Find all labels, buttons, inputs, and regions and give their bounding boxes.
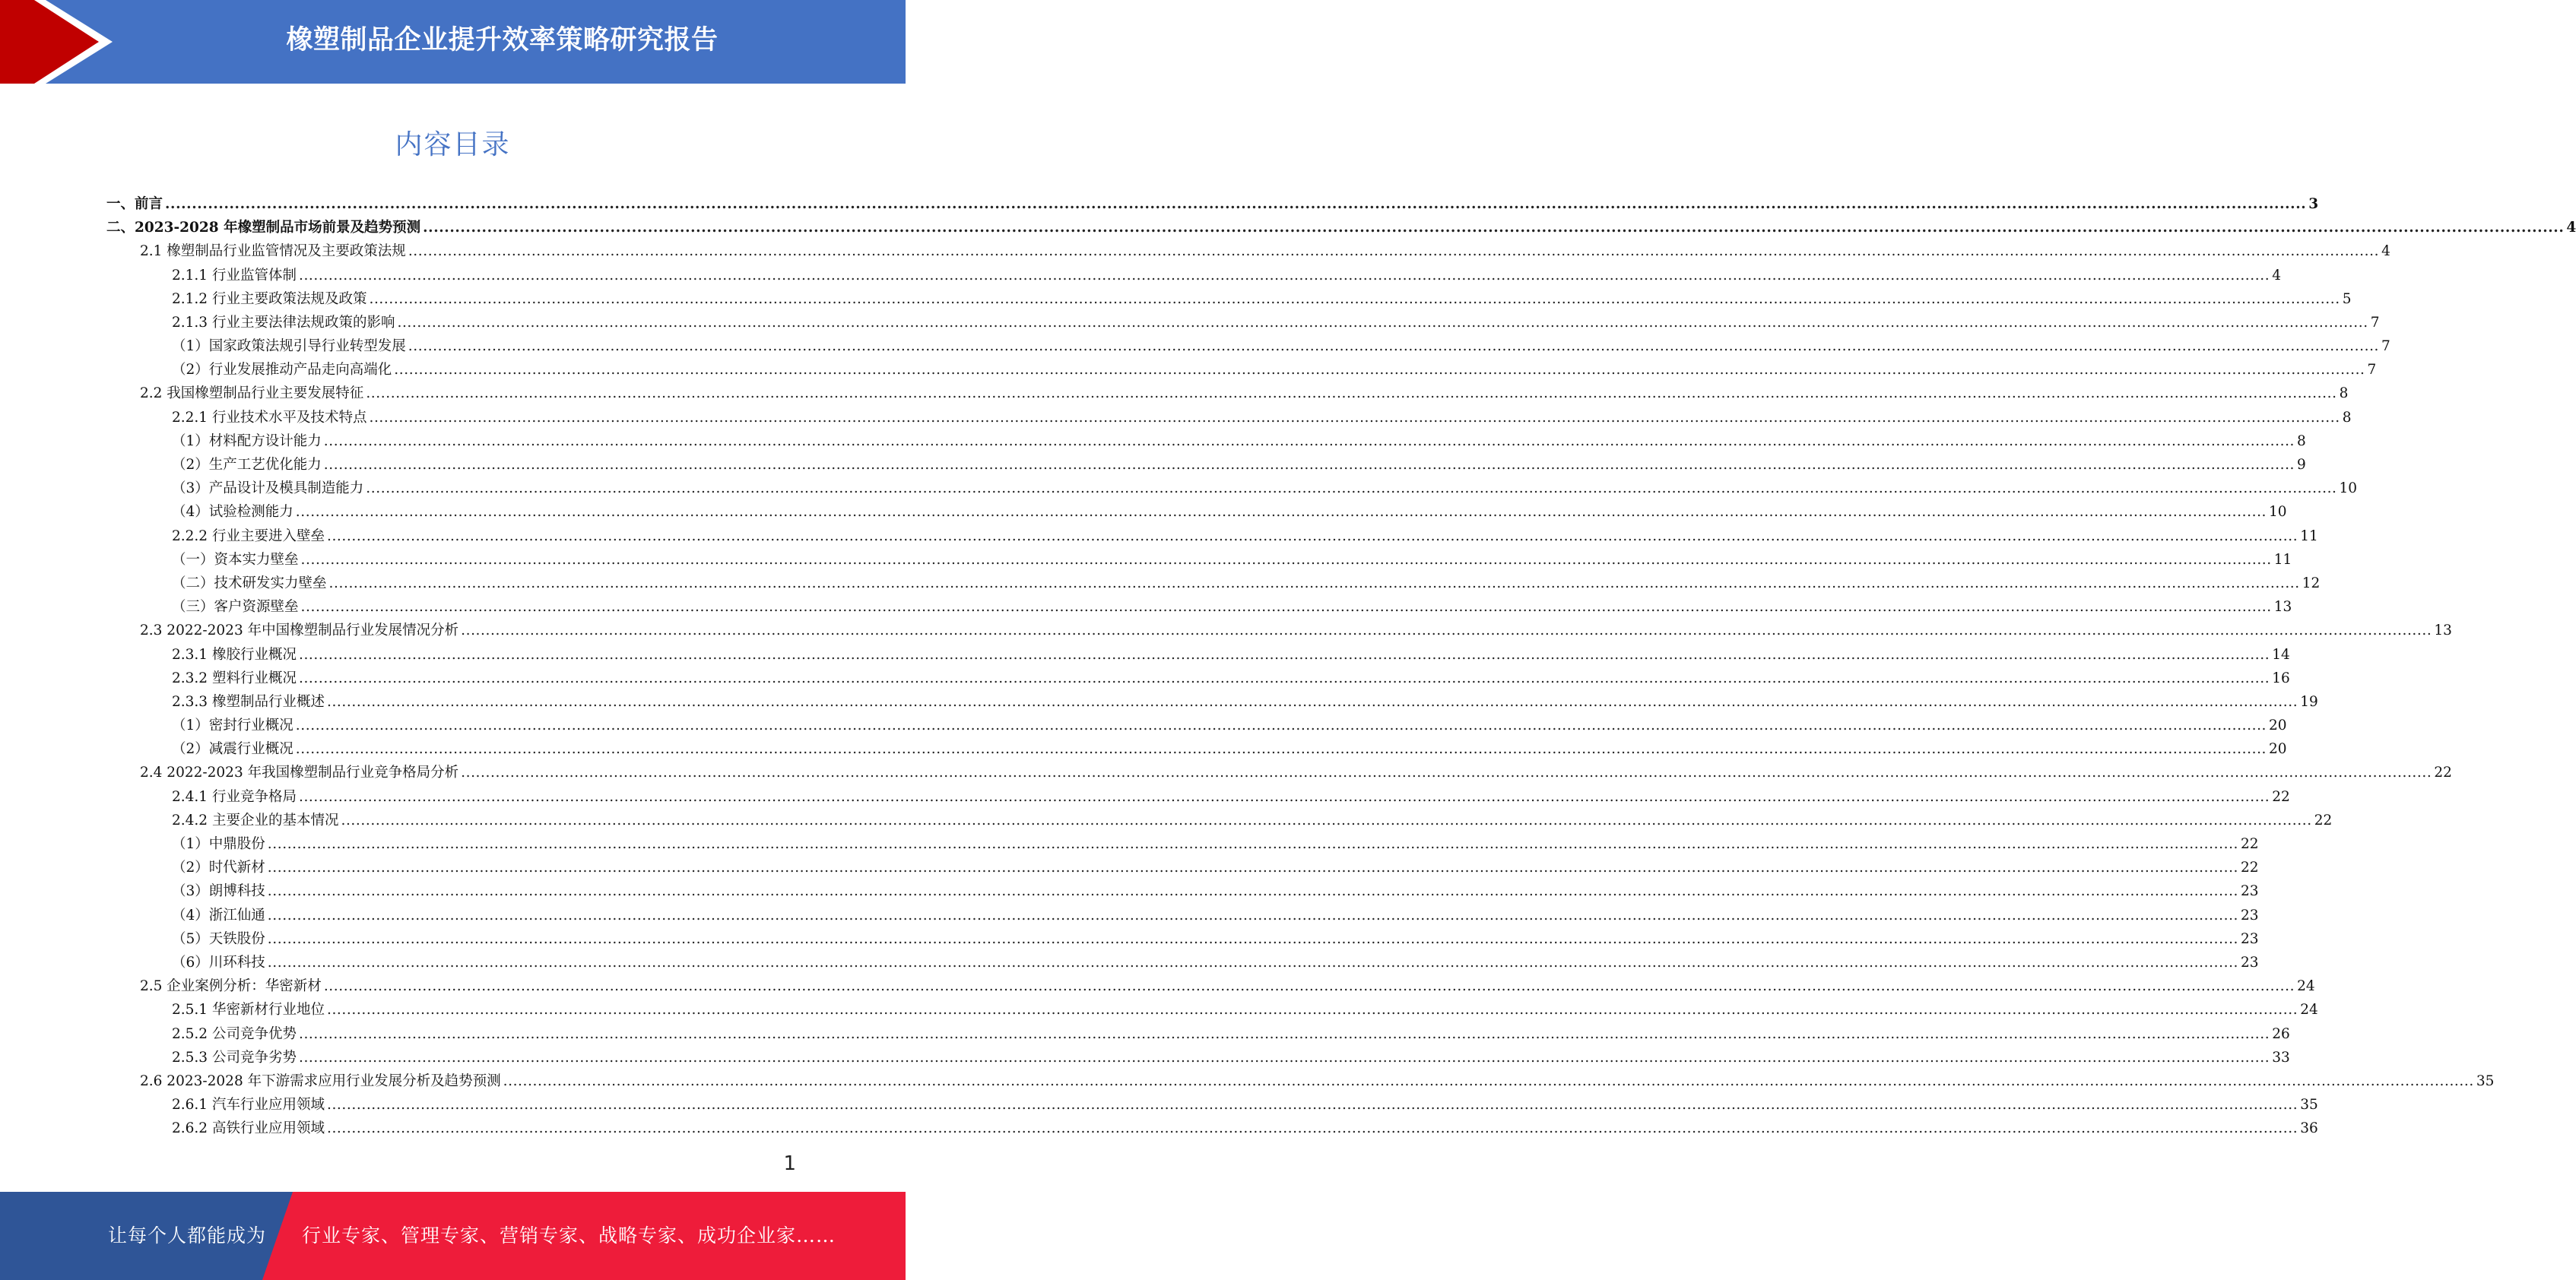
toc-entry[interactable]: [106, 809, 2333, 832]
toc-entry[interactable]: [106, 358, 2377, 382]
toc-entry-page: 13: [2434, 623, 2452, 639]
toc-dot-leader: ................................................................................................................................................................................................................................................................................................................................................................................................................: [295, 504, 2267, 521]
toc-entry[interactable]: [106, 619, 2452, 642]
toc-dot-leader: ................................................................................................................................................................................................................................................................................................................................................................................................................: [326, 1097, 2298, 1114]
toc-entry-page: 20: [2269, 741, 2287, 758]
toc-dot-leader: ................................................................................................................................................................................................................................................................................................................................................................................................................: [300, 551, 2272, 568]
toc-dot-leader: ................................................................................................................................................................................................................................................................................................................................................................................................................: [394, 362, 2365, 379]
toc-entry[interactable]: [106, 1093, 2318, 1117]
toc-dot-leader: ................................................................................................................................................................................................................................................................................................................................................................................................................: [267, 907, 2239, 924]
toc-dot-leader: ................................................................................................................................................................................................................................................................................................................................................................................................................: [298, 646, 2270, 663]
toc-entry[interactable]: [106, 216, 2576, 239]
toc-entry[interactable]: [106, 951, 2259, 974]
toc-dot-leader: ................................................................................................................................................................................................................................................................................................................................................................................................................: [461, 765, 2432, 781]
toc-entry-title: （5）天铁股份: [172, 930, 265, 947]
toc-entry-title: （6）川环科技: [172, 954, 265, 971]
toc-entry-title: 一、前言: [106, 195, 163, 212]
toc-entry-page: 19: [2300, 693, 2318, 710]
toc-entry-page: 7: [2367, 362, 2377, 379]
toc-entry-page: 10: [2339, 480, 2358, 497]
toc-entry-title: 2.3.2 塑料行业概况: [172, 670, 297, 686]
toc-dot-leader: ................................................................................................................................................................................................................................................................................................................................................................................................................: [298, 670, 2270, 686]
toc-entry-title: 2.1.3 行业主要法律法规政策的影响: [172, 314, 395, 331]
toc-dot-leader: ................................................................................................................................................................................................................................................................................................................................................................................................................: [366, 385, 2337, 402]
toc-entry-page: 10: [2269, 504, 2287, 521]
toc-entry-title: （一）资本实力壁垒: [172, 551, 299, 568]
toc-dot-leader: ................................................................................................................................................................................................................................................................................................................................................................................................................: [326, 693, 2298, 710]
toc-entry[interactable]: [106, 974, 2315, 998]
toc-heading: 内容目录: [395, 129, 511, 160]
toc-entry[interactable]: [106, 832, 2259, 856]
toc-entry-page: 8: [2342, 409, 2352, 426]
toc-entry-page: 4: [2272, 267, 2281, 284]
toc-dot-leader: ................................................................................................................................................................................................................................................................................................................................................................................................................: [503, 1072, 2474, 1089]
toc-entry[interactable]: [106, 1117, 2318, 1140]
toc-entry-page: 22: [2314, 812, 2333, 829]
toc-entry-page: 23: [2241, 907, 2259, 924]
toc-dot-leader: ................................................................................................................................................................................................................................................................................................................................................................................................................: [267, 883, 2239, 900]
toc-entry[interactable]: [106, 643, 2290, 667]
toc-entry-page: 13: [2273, 599, 2292, 616]
toc-entry-page: 7: [2381, 338, 2390, 355]
toc-entry-title: 2.1 橡塑制品行业监管情况及主要政策法规: [140, 243, 406, 260]
toc-entry-title: 2.2.1 行业技术水平及技术特点: [172, 409, 367, 426]
toc-entry[interactable]: [106, 667, 2290, 690]
toc-dot-leader: ................................................................................................................................................................................................................................................................................................................................................................................................................: [300, 599, 2272, 616]
toc-entry-page: 14: [2272, 646, 2290, 663]
toc-entry[interactable]: [106, 1046, 2290, 1069]
toc-entry-page: 22: [2241, 836, 2259, 853]
toc-entry-title: （1）中鼎股份: [172, 836, 265, 853]
toc-entry-title: （3）产品设计及模具制造能力: [172, 480, 364, 497]
toc-entry[interactable]: [106, 856, 2259, 879]
toc-dot-leader: ................................................................................................................................................................................................................................................................................................................................................................................................................: [408, 338, 2380, 355]
toc-entry-title: 2.5.3 公司竞争劣势: [172, 1049, 297, 1066]
toc-dot-leader: ................................................................................................................................................................................................................................................................................................................................................................................................................: [366, 480, 2337, 497]
toc-entry-title: 2.3.1 橡胶行业概况: [172, 646, 297, 663]
toc-entry-page: 12: [2302, 575, 2321, 591]
toc-entry-page: 16: [2272, 670, 2290, 686]
toc-dot-leader: ................................................................................................................................................................................................................................................................................................................................................................................................................: [295, 741, 2267, 758]
toc-entry-page: 23: [2241, 883, 2259, 900]
toc-dot-leader: ................................................................................................................................................................................................................................................................................................................................................................................................................: [423, 220, 2565, 236]
toc-entry-title: 2.4.2 主要企业的基本情况: [172, 812, 339, 829]
toc-dot-leader: ................................................................................................................................................................................................................................................................................................................................................................................................................: [298, 267, 2270, 284]
footer-band: [0, 1192, 906, 1280]
toc-entry-page: 35: [2476, 1072, 2495, 1089]
toc-dot-leader: ................................................................................................................................................................................................................................................................................................................................................................................................................: [298, 1025, 2270, 1042]
toc-dot-leader: ................................................................................................................................................................................................................................................................................................................................................................................................................: [267, 836, 2239, 853]
toc-entry-page: 11: [2273, 551, 2292, 568]
toc-entry-title: 2.3.3 橡塑制品行业概述: [172, 693, 325, 710]
toc-entry[interactable]: [106, 311, 2380, 334]
toc-entry[interactable]: [106, 595, 2292, 619]
toc-entry[interactable]: [106, 785, 2290, 809]
toc-entry-title: （三）客户资源壁垒: [172, 599, 299, 616]
toc-entry-title: 2.2 我国橡塑制品行业主要发展特征: [140, 385, 364, 402]
toc-entry-title: （4）试验检测能力: [172, 504, 293, 521]
toc-entry[interactable]: [106, 548, 2292, 572]
toc-entry-title: 2.3 2022-2023 年中国橡塑制品行业发展情况分析: [140, 623, 459, 639]
toc-entry-title: 二、2023-2028 年橡塑制品市场前景及趋势预测: [106, 220, 421, 236]
toc-entry-title: （4）浙江仙通: [172, 907, 265, 924]
toc-entry-page: 7: [2370, 314, 2380, 331]
toc-entry-title: （3）朗博科技: [172, 883, 265, 900]
toc-entry-page: 22: [2241, 860, 2259, 876]
toc-entry[interactable]: [106, 904, 2259, 927]
toc-dot-leader: ................................................................................................................................................................................................................................................................................................................................................................................................................: [369, 409, 2340, 426]
toc-entry-title: 2.6.1 汽车行业应用领域: [172, 1097, 325, 1114]
toc-dot-leader: ................................................................................................................................................................................................................................................................................................................................................................................................................: [298, 788, 2270, 805]
toc-entry[interactable]: [106, 382, 2349, 406]
toc-entry[interactable]: [106, 737, 2287, 761]
toc-entry-title: （1）材料配方设计能力: [172, 432, 322, 449]
toc-entry[interactable]: [106, 524, 2318, 548]
toc-entry[interactable]: [106, 239, 2390, 263]
page-number: 1: [783, 1152, 796, 1175]
footer-slogan-right: 行业专家、管理专家、营销专家、战略专家、成功企业家……: [302, 1225, 836, 1247]
toc-entry[interactable]: [106, 998, 2318, 1022]
toc-entry-title: 2.2.2 行业主要进入壁垒: [172, 528, 325, 544]
toc-dot-leader: ................................................................................................................................................................................................................................................................................................................................................................................................................: [326, 528, 2298, 544]
report-title: 橡塑制品企业提升效率策略研究报告: [286, 25, 719, 55]
toc-dot-leader: ................................................................................................................................................................................................................................................................................................................................................................................................................: [397, 314, 2368, 331]
toc-dot-leader: ................................................................................................................................................................................................................................................................................................................................................................................................................: [369, 290, 2340, 307]
toc-entry-title: （2）时代新材: [172, 860, 265, 876]
toc-entry-page: 8: [2339, 385, 2349, 402]
toc-dot-leader: ................................................................................................................................................................................................................................................................................................................................................................................................................: [267, 860, 2239, 876]
toc-dot-leader: ................................................................................................................................................................................................................................................................................................................................................................................................................: [328, 575, 2300, 591]
toc-entry-page: 26: [2272, 1025, 2290, 1042]
toc-dot-leader: ................................................................................................................................................................................................................................................................................................................................................................................................................: [323, 432, 2295, 449]
toc-entry-page: 4: [2381, 243, 2390, 260]
toc-entry-title: 2.5.2 公司竞争优势: [172, 1025, 297, 1042]
table-of-contents: [106, 192, 2576, 1141]
toc-entry-title: 2.6 2023-2028 年下游需求应用行业发展分析及趋势预测: [140, 1072, 501, 1089]
toc-entry[interactable]: [106, 879, 2259, 903]
toc-entry-title: 2.4.1 行业竞争格局: [172, 788, 297, 805]
toc-dot-leader: ................................................................................................................................................................................................................................................................................................................................................................................................................: [323, 457, 2295, 474]
toc-entry[interactable]: [106, 690, 2318, 714]
toc-entry-page: 5: [2342, 290, 2352, 307]
toc-entry-page: 4: [2566, 220, 2576, 236]
footer-slogan-left: 让每个人都能成为: [108, 1225, 267, 1247]
toc-entry-title: （1）密封行业概况: [172, 718, 293, 734]
toc-entry[interactable]: [106, 572, 2321, 595]
toc-entry-title: （2）行业发展推动产品走向高端化: [172, 362, 392, 379]
toc-entry-title: 2.1.2 行业主要政策法规及政策: [172, 290, 367, 307]
toc-entry[interactable]: [106, 264, 2281, 287]
toc-dot-leader: ................................................................................................................................................................................................................................................................................................................................................................................................................: [408, 243, 2380, 260]
toc-entry-page: 20: [2269, 718, 2287, 734]
toc-entry-title: （1）国家政策法规引导行业转型发展: [172, 338, 406, 355]
toc-entry-title: 2.4 2022-2023 年我国橡塑制品行业竞争格局分析: [140, 765, 459, 781]
toc-entry[interactable]: [106, 927, 2259, 951]
toc-entry-title: 2.1.1 行业监管体制: [172, 267, 297, 284]
toc-entry-page: 35: [2300, 1097, 2318, 1114]
toc-dot-leader: ................................................................................................................................................................................................................................................................................................................................................................................................................: [267, 954, 2239, 971]
toc-entry-title: （2）减震行业概况: [172, 741, 293, 758]
toc-entry-title: 2.5 企业案例分析：华密新材: [140, 978, 322, 995]
toc-entry-title: （二）技术研发实力壁垒: [172, 575, 327, 591]
toc-dot-leader: ................................................................................................................................................................................................................................................................................................................................................................................................................: [165, 195, 2307, 212]
toc-entry-page: 11: [2300, 528, 2318, 544]
toc-entry[interactable]: [106, 287, 2352, 311]
toc-entry[interactable]: [106, 762, 2452, 785]
toc-entry[interactable]: [106, 477, 2358, 500]
toc-entry[interactable]: [106, 406, 2352, 429]
toc-entry[interactable]: [106, 192, 2319, 216]
toc-entry[interactable]: [106, 1022, 2290, 1046]
toc-entry-title: （2）生产工艺优化能力: [172, 457, 322, 474]
toc-entry[interactable]: [106, 453, 2306, 477]
toc-entry-page: 23: [2241, 930, 2259, 947]
toc-dot-leader: ................................................................................................................................................................................................................................................................................................................................................................................................................: [326, 1120, 2298, 1137]
toc-entry-title: 2.5.1 华密新材行业地位: [172, 1002, 325, 1019]
toc-entry-page: 24: [2300, 1002, 2318, 1019]
toc-dot-leader: ................................................................................................................................................................................................................................................................................................................................................................................................................: [298, 1049, 2270, 1066]
toc-dot-leader: ................................................................................................................................................................................................................................................................................................................................................................................................................: [461, 623, 2432, 639]
toc-entry-page: 36: [2300, 1120, 2318, 1137]
toc-entry[interactable]: [106, 334, 2390, 358]
toc-dot-leader: ................................................................................................................................................................................................................................................................................................................................................................................................................: [323, 978, 2295, 995]
toc-entry-page: 8: [2297, 432, 2306, 449]
toc-dot-leader: ................................................................................................................................................................................................................................................................................................................................................................................................................: [326, 1002, 2298, 1019]
toc-entry-page: 33: [2272, 1049, 2290, 1066]
toc-entry-page: 24: [2297, 978, 2315, 995]
header-band: [0, 0, 906, 84]
toc-entry-page: 23: [2241, 954, 2259, 971]
toc-entry[interactable]: [106, 429, 2306, 453]
toc-entry-page: 22: [2272, 788, 2290, 805]
toc-entry-page: 3: [2308, 195, 2319, 212]
toc-entry-page: 9: [2297, 457, 2306, 474]
toc-entry[interactable]: [106, 1069, 2495, 1093]
toc-dot-leader: ................................................................................................................................................................................................................................................................................................................................................................................................................: [341, 812, 2312, 829]
toc-entry[interactable]: [106, 714, 2287, 737]
toc-dot-leader: ................................................................................................................................................................................................................................................................................................................................................................................................................: [295, 718, 2267, 734]
toc-entry[interactable]: [106, 500, 2287, 524]
toc-dot-leader: ................................................................................................................................................................................................................................................................................................................................................................................................................: [267, 930, 2239, 947]
toc-entry-title: 2.6.2 高铁行业应用领域: [172, 1120, 325, 1137]
toc-entry-page: 22: [2434, 765, 2452, 781]
